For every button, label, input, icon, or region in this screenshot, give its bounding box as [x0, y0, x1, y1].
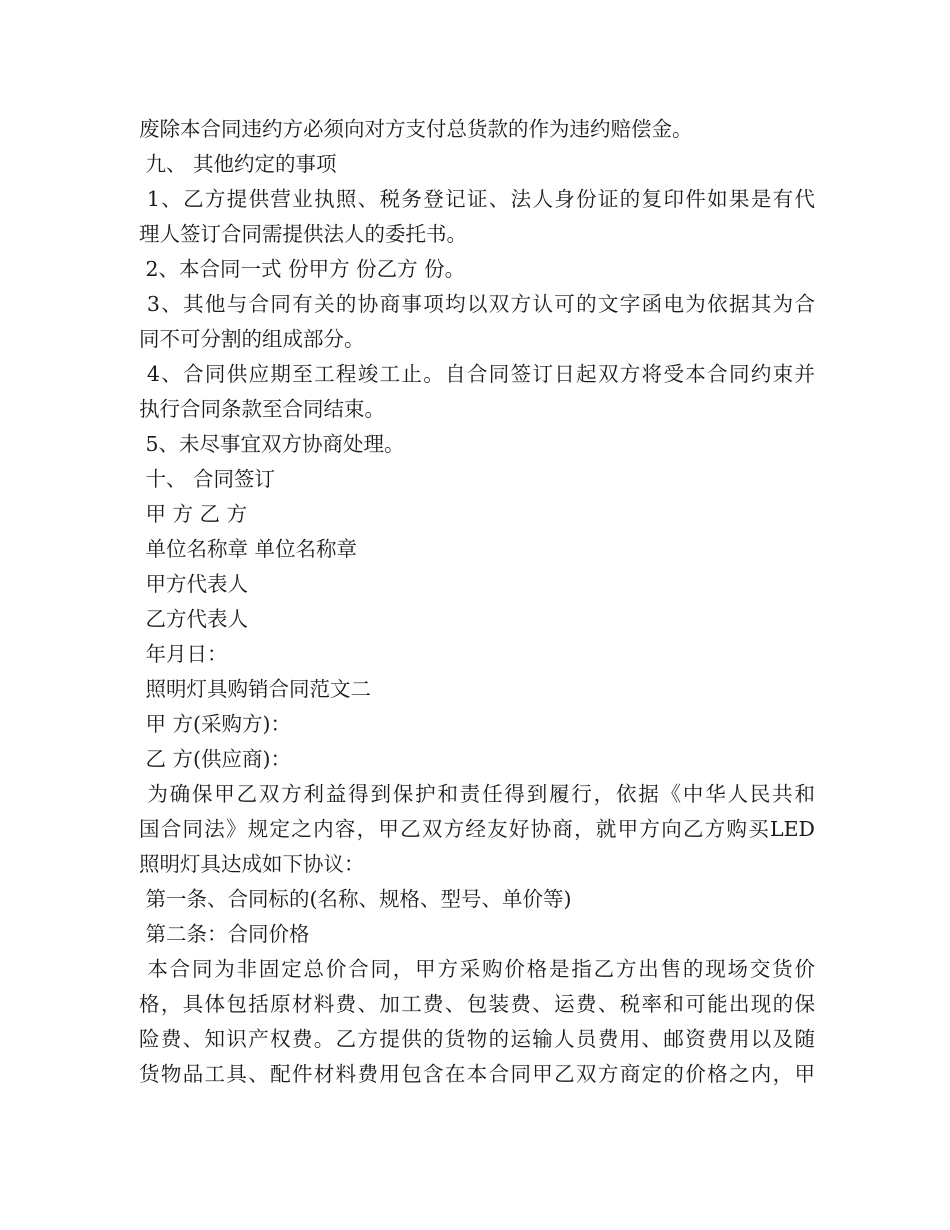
- text-line: 2、本合同一式 份甲方 份乙方 份。: [139, 257, 466, 281]
- contract-title-2: 照明灯具购销合同范文二: [139, 677, 372, 701]
- text-line: 同不可分割的组成部分。: [139, 327, 365, 351]
- text-line: 废除本合同违约方必须向对方支付总货款的作为违约赔偿金。: [139, 117, 693, 141]
- text-line: 本合同为非固定总价合同，甲方采购价格是指乙方出售的现场交货价: [139, 957, 815, 981]
- text-line: 为确保甲乙双方利益得到保护和责任得到履行，依据《中华人民共和: [139, 782, 815, 806]
- article-heading-2: 第二条：合同价格: [139, 922, 310, 946]
- text-line: 货物品工具、配件材料费用包含在本合同甲乙双方商定的价格之内，甲: [139, 1062, 815, 1086]
- article-heading-1: 第一条、合同标的(名称、规格、型号、单价等): [139, 887, 572, 911]
- text-line: 甲 方 乙 方: [139, 502, 248, 526]
- text-line: 甲方代表人: [139, 572, 249, 596]
- text-line: 执行合同条款至合同结束。: [139, 397, 385, 421]
- text-line: 1、乙方提供营业执照、税务登记证、法人身份证的复印件如果是有代: [139, 187, 815, 211]
- text-line: 甲 方(采购方)：: [139, 712, 292, 736]
- text-line: 国合同法》规定之内容，甲乙双方经友好协商，就甲方向乙方购买LED: [139, 817, 815, 841]
- text-line: 乙 方(供应商)：: [139, 747, 292, 771]
- text-line: 单位名称章 单位名称章: [139, 537, 358, 561]
- text-line: 年月日：: [139, 642, 228, 666]
- text-line: 格，具体包括原材料费、加工费、包装费、运费、税率和可能出现的保: [139, 992, 815, 1016]
- text-line: 照明灯具达成如下协议：: [139, 852, 365, 876]
- text-line: 理人签订合同需提供法人的委托书。: [139, 222, 467, 246]
- section-heading-10: 十、 合同签订: [139, 467, 276, 491]
- text-line: 5、未尽事宜双方协商处理。: [139, 432, 405, 456]
- text-line: 险费、知识产权费。乙方提供的货物的运输人员费用、邮资费用以及随: [139, 1027, 815, 1051]
- text-line: 乙方代表人: [139, 607, 249, 631]
- text-line: 3、其他与合同有关的协商事项均以双方认可的文字函电为依据其为合: [139, 292, 815, 316]
- text-line: 4、合同供应期至工程竣工止。自合同签订日起双方将受本合同约束并: [139, 362, 815, 386]
- document-body: [139, 112, 815, 1092]
- section-heading-9: 九、 其他约定的事项: [139, 152, 337, 176]
